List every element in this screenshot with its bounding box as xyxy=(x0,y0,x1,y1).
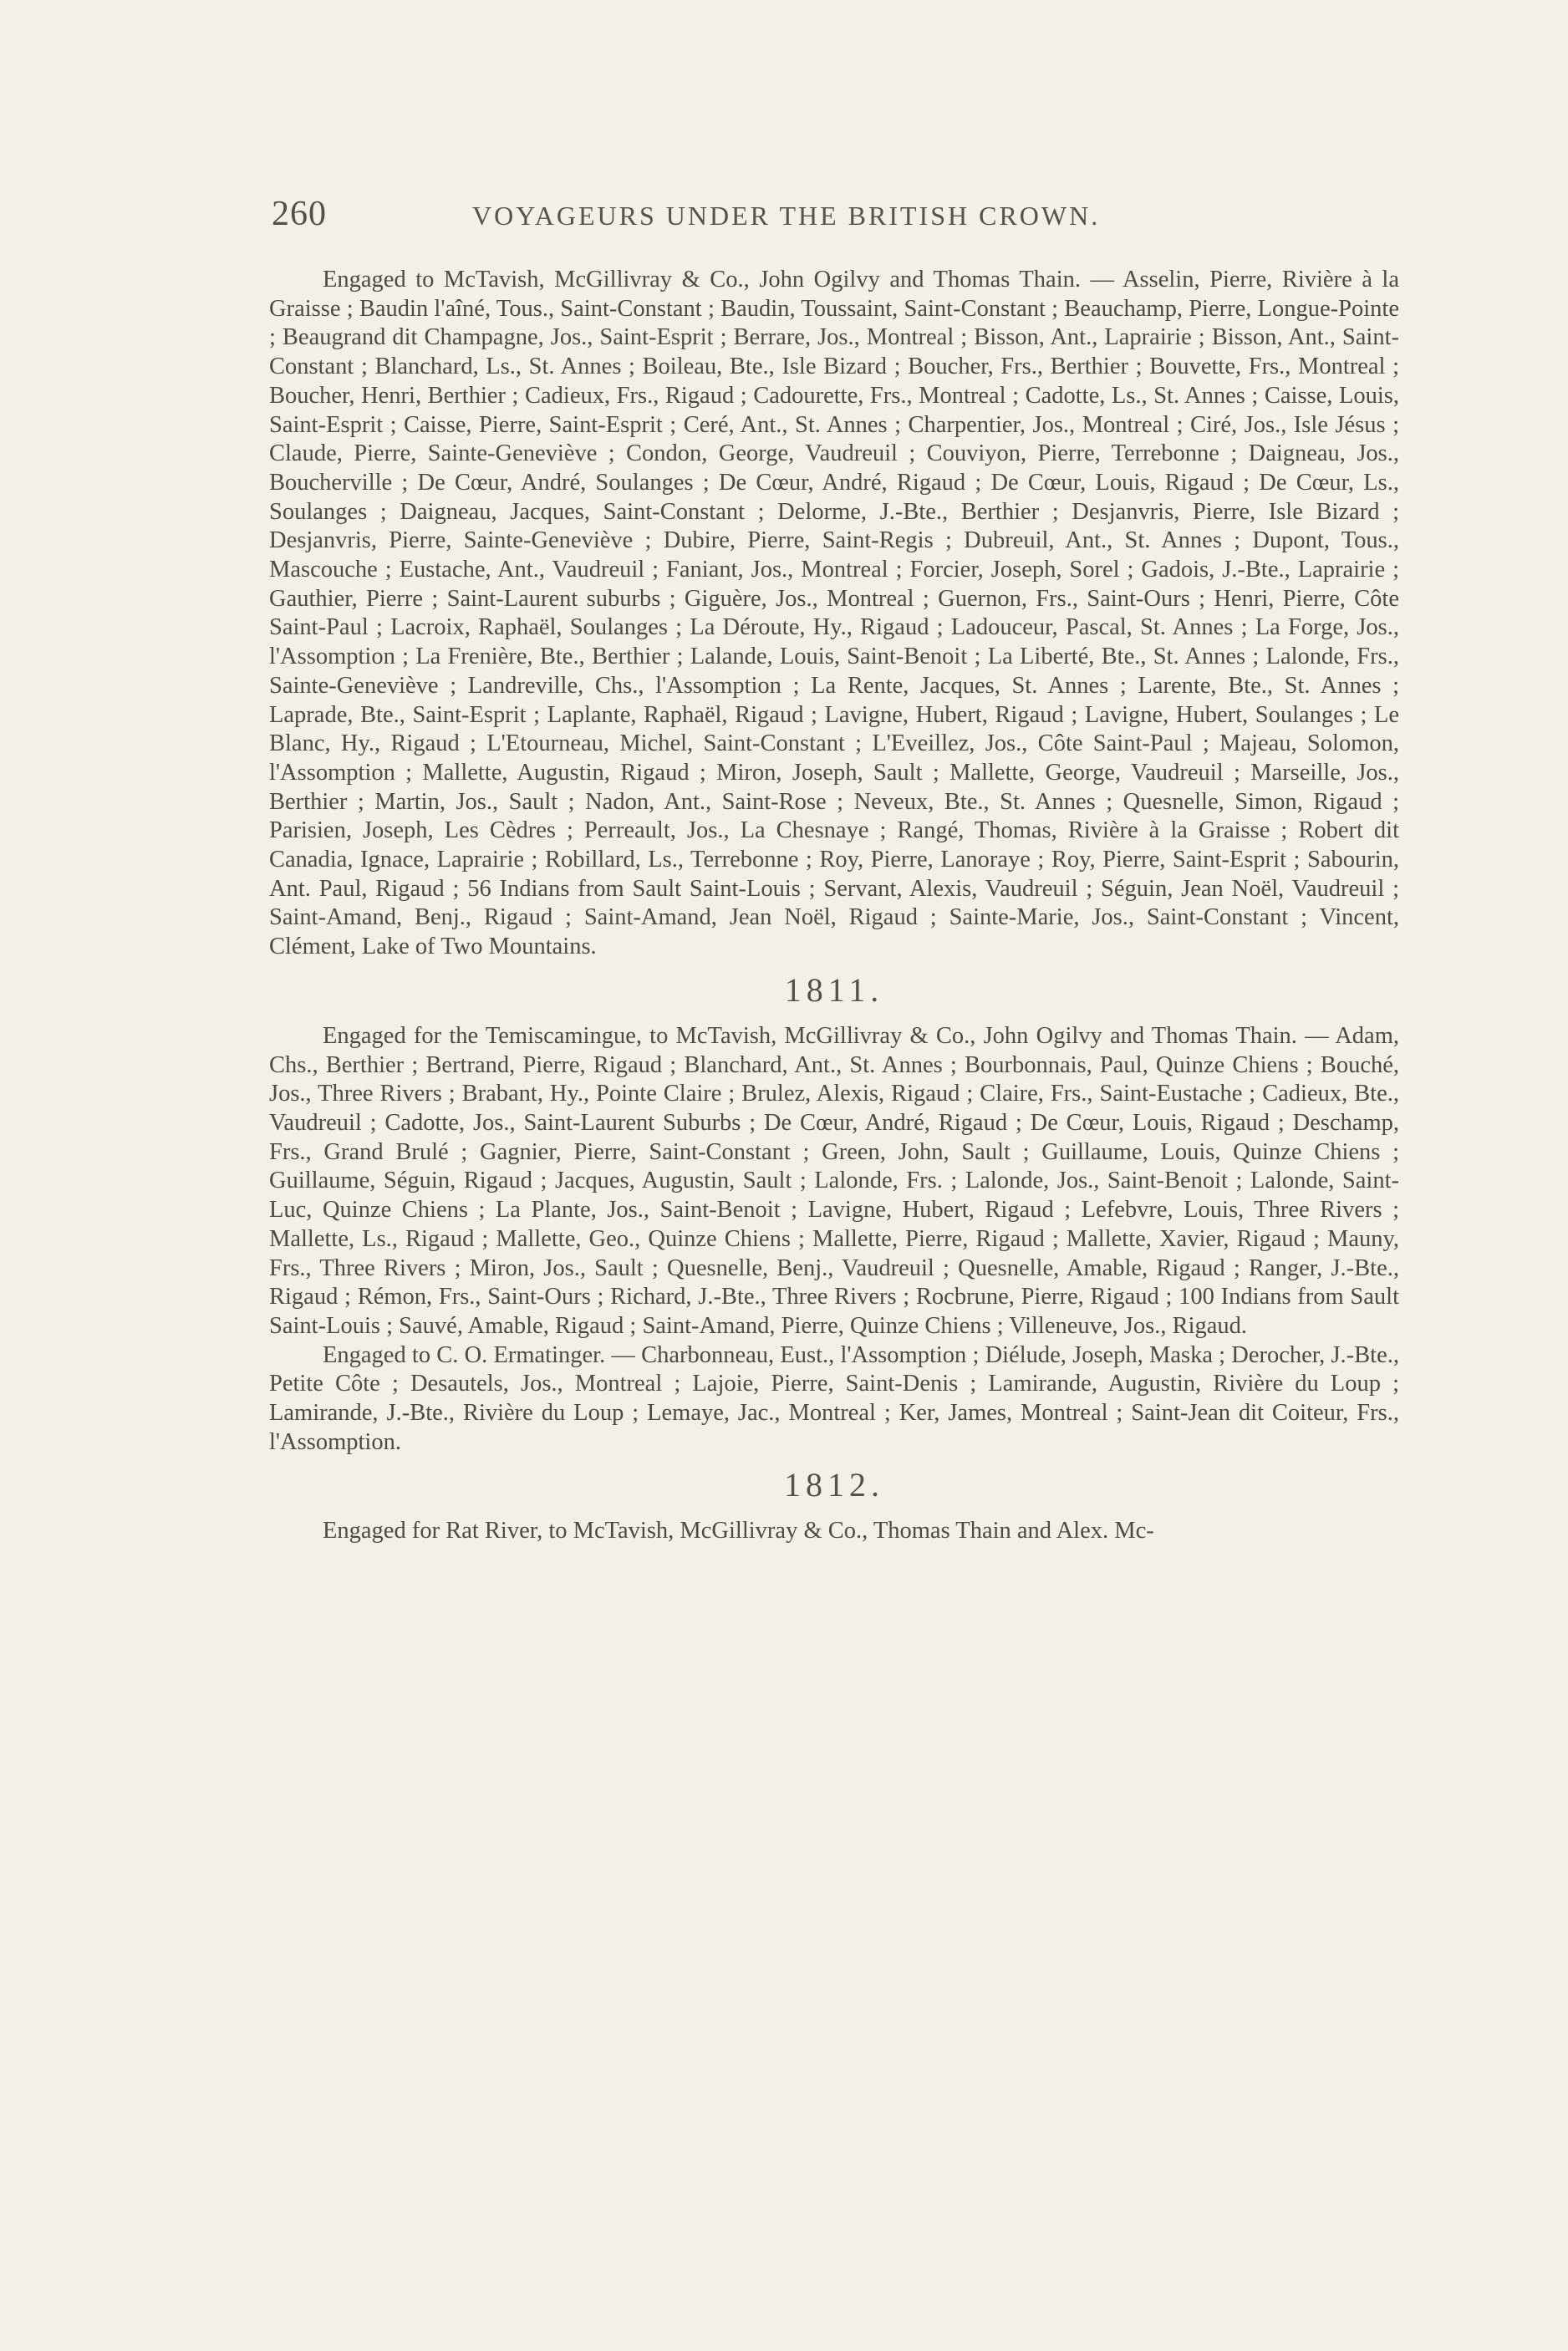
paragraph-temiscamingue-engagements: Engaged for the Temiscamingue, to McTavish, McGillivray & Co., John Ogilvy and Thomas Thain. — Adam, Chs., Berthier ; Bertrand, Pierre, Rigaud ; Blanchard, Ant., St. Annes ; Bourbonnais, Paul, Quinze Chiens ; Bouché, Jos., Three Rivers ; Brabant, Hy., Pointe Claire ; Brulez, Alexis, Rigaud ; Claire, Frs., Saint-Eustache ; Cadieux, Bte., Vaudreuil ; Cadotte, Jos., Saint-Laurent Suburbs ; De Cœur, André, Rigaud ; De Cœur, Louis, Rigaud ; Deschamp, Frs., Grand Brulé ; Gagnier, Pierre, Saint-Constant ; Green, John, Sault ; Guillaume, Louis, Quinze Chiens ; Guillaume, Séguin, Rigaud ; Jacques, Augustin, Sault ; Lalonde, Frs. ; Lalonde, Jos., Saint-Benoit ; Lalonde, Saint-Luc, Quinze Chiens ; La Plante, Jos., Saint-Benoit ; Lavigne, Hubert, Rigaud ; Lefebvre, Louis, Three Rivers ; Mallette, Ls., Rigaud ; Mallette, Geo., Quinze Chiens ; Mallette, Pierre, Rigaud ; Mallette, Xavier, Rigaud ; Mauny, Frs., Three Rivers ; Miron, Jos., Sault ; Quesnelle, Benj., Vaudreuil ; Quesnelle, Amable, Rigaud ; Ranger, J.-Bte., Rigaud ; Rémon, Frs., Saint-Ours ; Richard, J.-Bte., Three Rivers ; Rocbrune, Pierre, Rigaud ; 100 Indians from Sault Saint-Louis ; Sauvé, Amable, Rigaud ; Saint-Amand, Pierre, Quinze Chiens ; Villeneuve, Jos., Rigaud. xyxy=(269,1022,1399,1339)
page-number: 260 xyxy=(272,195,327,233)
section-1811 xyxy=(269,970,1399,1458)
section-1810-engagements xyxy=(269,266,1399,962)
page-body xyxy=(269,266,1399,1546)
paragraph-ermatinger-engagements: Engaged to C. O. Ermatinger. — Charbonneau, Eust., l'Assomption ; Diélude, Joseph, Maska ; Derocher, J.-Bte., Petite Côte ; Desautels, Jos., Montreal ; Lajoie, Pierre, Saint-Denis ; Lamirande, Augustin, Rivière du Loup ; Lamirande, J.-Bte., Rivière du Loup ; Lemaye, Jac., Montreal ; Ker, James, Montreal ; Saint-Jean dit Coiteur, Frs., l'Assomption. xyxy=(269,1341,1399,1455)
year-heading-1812: 1812. xyxy=(784,1466,884,1504)
paragraph-mctavish-engagements: Engaged to McTavish, McGillivray & Co., John Ogilvy and Thomas Thain. — Asselin, Pierre, Rivière à la Graisse ; Baudin l'aîné, Tous., Saint-Constant ; Baudin, Toussaint, Saint-Constant ; Beauchamp, Pierre, Longue-Pointe ; Beaugrand dit Champagne, Jos., Saint-Esprit ; Berrare, Jos., Montreal ; Bisson, Ant., Laprairie ; Bisson, Ant., Saint-Constant ; Blanchard, Ls., St. Annes ; Boileau, Bte., Isle Bizard ; Boucher, Frs., Berthier ; Bouvette, Frs., Montreal ; Boucher, Henri, Berthier ; Cadieux, Frs., Rigaud ; Cadourette, Frs., Montreal ; Cadotte, Ls., St. Annes ; Caisse, Louis, Saint-Esprit ; Caisse, Pierre, Saint-Esprit ; Ceré, Ant., St. Annes ; Charpentier, Jos., Montreal ; Ciré, Jos., Isle Jésus ; Claude, Pierre, Sainte-Geneviève ; Condon, George, Vaudreuil ; Couviyon, Pierre, Terrebonne ; Daigneau, Jos., Boucherville ; De Cœur, André, Soulanges ; De Cœur, André, Rigaud ; De Cœur, Louis, Rigaud ; De Cœur, Ls., Soulanges ; Daigneau, Jacques, Saint-Constant ; Delorme, J.-Bte., Berthier ; Desjanvris, Pierre, Isle Bizard ; Desjanvris, Pierre, Sainte-Geneviève ; Dubire, Pierre, Saint-Regis ; Dubreuil, Ant., St. Annes ; Dupont, Tous., Mascouche ; Eustache, Ant., Vaudreuil ; Faniant, Jos., Montreal ; Forcier, Joseph, Sorel ; Gadois, J.-Bte., Laprairie ; Gauthier, Pierre ; Saint-Laurent suburbs ; Giguère, Jos., Montreal ; Guernon, Frs., Saint-Ours ; Henri, Pierre, Côte Saint-Paul ; Lacroix, Raphaël, Soulanges ; La Déroute, Hy., Rigaud ; Ladouceur, Pascal, St. Annes ; La Forge, Jos., l'Assomption ; La Frenière, Bte., Berthier ; Lalande, Louis, Saint-Benoit ; La Liberté, Bte., St. Annes ; Lalonde, Frs., Sainte-Geneviève ; Landreville, Chs., l'Assomption ; La Rente, Jacques, St. Annes ; Larente, Bte., St. Annes ; Laprade, Bte., Saint-Esprit ; Laplante, Raphaël, Rigaud ; Lavigne, Hubert, Rigaud ; Lavigne, Hubert, Soulanges ; Le Blanc, Hy., Rigaud ; L'Etourneau, Michel, Saint-Constant ; L'Eveillez, Jos., Côte Saint-Paul ; Majeau, Solomon, l'Assomption ; Mallette, Augustin, Rigaud ; Miron, Joseph, Sault ; Mallette, George, Vaudreuil ; Marseille, Jos., Berthier ; Martin, Jos., Sault ; Nadon, Ant., Saint-Rose ; Neveux, Bte., St. Annes ; Quesnelle, Simon, Rigaud ; Parisien, Joseph, Les Cèdres ; Perreault, Jos., La Chesnaye ; Rangé, Thomas, Rivière à la Graisse ; Robert dit Canadia, Ignace, Laprairie ; Robillard, Ls., Terrebonne ; Roy, Pierre, Lanoraye ; Roy, Pierre, Saint-Esprit ; Sabourin, Ant. Paul, Rigaud ; 56 Indians from Sault Saint-Louis ; Servant, Alexis, Vaudreuil ; Séguin, Jean Noël, Vaudreuil ; Saint-Amand, Benj., Rigaud ; Saint-Amand, Jean Noël, Rigaud ; Sainte-Marie, Jos., Saint-Constant ; Vincent, Clément, Lake of Two Mountains. xyxy=(269,267,1399,960)
paragraph-rat-river-engagements: Engaged for Rat River, to McTavish, McGillivray & Co., Thomas Thain and Alex. Mc- xyxy=(323,1518,1154,1544)
year-heading-1811: 1811. xyxy=(784,970,884,1009)
section-1812 xyxy=(269,1468,1399,1546)
running-head: VOYAGEURS UNDER THE BRITISH CROWN. xyxy=(472,201,1101,231)
page-header xyxy=(272,194,1224,244)
